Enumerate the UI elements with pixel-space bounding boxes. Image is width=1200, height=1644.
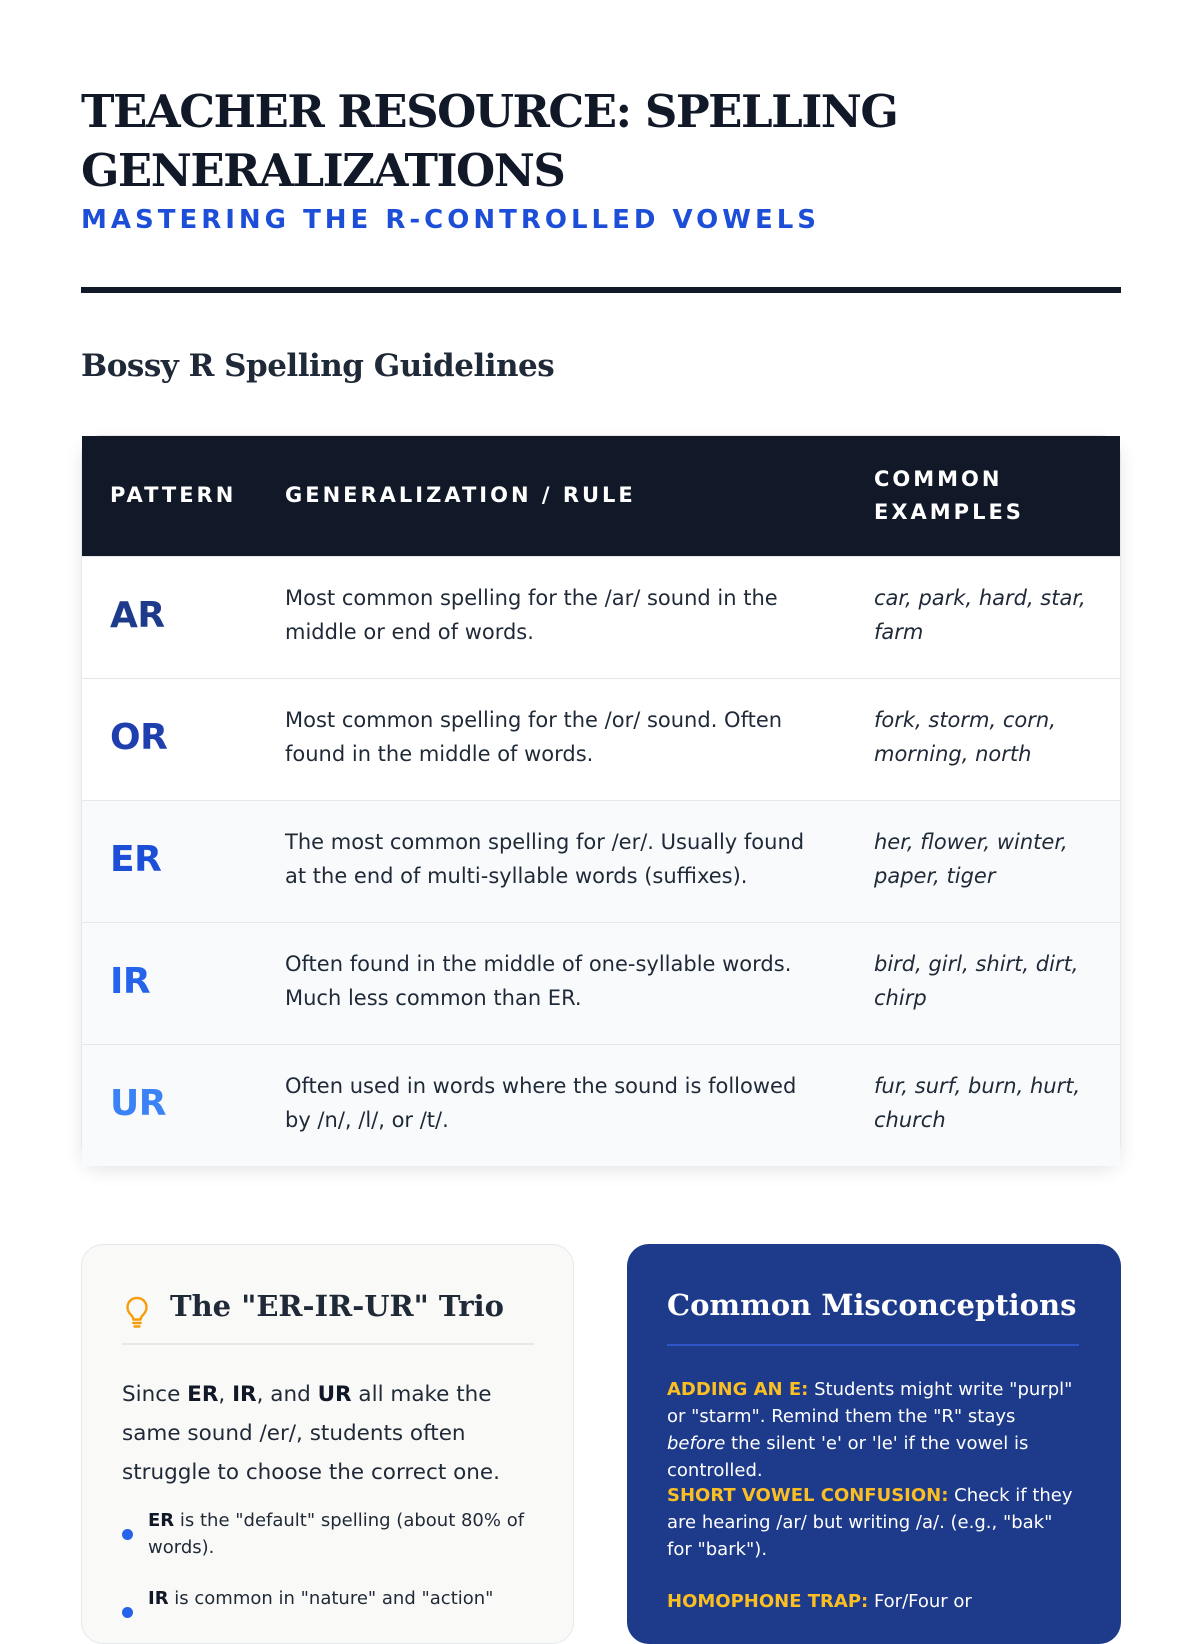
misconception-label: HOMOPHONE TRAP: (667, 1591, 869, 1612)
trio-intro-text: all make the same sound /er/, students often struggle to choose the correct one. (122, 1382, 500, 1485)
misconception-label: ADDING AN E: (667, 1379, 809, 1400)
pattern-cell: IR (110, 961, 151, 1002)
bullet-dot (122, 1529, 133, 1540)
column-header-rule: GENERALIZATION / RULE (285, 483, 636, 507)
lightbulb-icon (124, 1295, 150, 1329)
misconception-text: Students might write "purpl" or "starm". Remind them the "R" stays (667, 1379, 1073, 1427)
pattern-cell: AR (110, 595, 165, 636)
trio-header (122, 1289, 534, 1345)
table-row (82, 800, 1120, 922)
trio-intro-text: Since (122, 1382, 188, 1407)
trio-intro-ir: IR (232, 1382, 257, 1407)
misconception-item (667, 1376, 1079, 1484)
spelling-table (81, 435, 1121, 1163)
trio-title: The "ER-IR-UR" Trio (170, 1289, 504, 1323)
examples-cell: her, flower, winter, paper, tiger (874, 830, 1068, 888)
rule-cell: Often used in words where the sound is followed by /n/, /l/, or /t/. (285, 1074, 797, 1132)
column-header-examples: COMMON EXAMPLES (874, 467, 1024, 524)
trio-intro-er: ER (187, 1382, 219, 1407)
page-title: TEACHER RESOURCE: SPELLING GENERALIZATIONS (81, 85, 898, 197)
list-item-body: is common in "nature" and "action" (168, 1588, 494, 1609)
list-item-bold: IR (148, 1588, 169, 1609)
examples-cell: fur, surf, burn, hurt, church (874, 1074, 1081, 1132)
misconception-text: For/Four or (868, 1591, 972, 1612)
table-row (82, 922, 1120, 1044)
bullet-dot (122, 1607, 133, 1618)
pattern-cell: UR (110, 1083, 166, 1124)
page-subtitle: MASTERING THE R-CONTROLLED VOWELS (81, 205, 821, 235)
rule-cell: Most common spelling for the /ar/ sound in the middle or end of words. (285, 586, 778, 644)
examples-cell: bird, girl, shirt, dirt, chirp (874, 952, 1079, 1010)
misconception-label: SHORT VOWEL CONFUSION: (667, 1485, 949, 1506)
section-heading: Bossy R Spelling Guidelines (81, 348, 555, 384)
header-divider (81, 287, 1121, 293)
rule-cell: Often found in the middle of one-syllable words. Much less common than ER. (285, 952, 792, 1010)
pattern-cell: ER (110, 839, 162, 880)
misconception-item (667, 1588, 1079, 1615)
list-item-text (148, 1507, 538, 1561)
pattern-cell: OR (110, 717, 168, 758)
list-item-body: is the "default" spelling (about 80% of words). (148, 1510, 525, 1558)
trio-intro-text: , and (256, 1382, 318, 1407)
misconception-emphasis: before (667, 1433, 726, 1454)
misconceptions-card (627, 1244, 1121, 1644)
list-item-bold: ER (148, 1510, 175, 1531)
table-row (82, 1044, 1120, 1166)
misconception-item (667, 1482, 1079, 1563)
examples-cell: car, park, hard, star, farm (874, 586, 1086, 644)
misconceptions-title: Common Misconceptions (667, 1288, 1077, 1322)
trio-card (81, 1244, 574, 1644)
table-row (82, 678, 1120, 800)
column-header-pattern: PATTERN (110, 483, 237, 507)
table-row (82, 556, 1120, 678)
misconception-text: Check if they are hearing /ar/ but writing /a/. (e.g., "bak" for "bark"). (667, 1485, 1073, 1560)
trio-intro-text: , (218, 1382, 233, 1407)
table-header (82, 436, 1120, 556)
trio-intro-ur: UR (317, 1382, 352, 1407)
examples-cell: fork, storm, corn, morning, north (874, 708, 1056, 766)
trio-intro (122, 1375, 512, 1492)
list-item-text (148, 1585, 538, 1612)
rule-cell: The most common spelling for /er/. Usually found at the end of multi-syllable words (suffixes). (285, 830, 805, 888)
rule-cell: Most common spelling for the /or/ sound. Often found in the middle of words. (285, 708, 783, 766)
misconceptions-divider (667, 1344, 1079, 1346)
misconception-text: the silent 'e' or 'le' if the vowel is controlled. (667, 1433, 1029, 1481)
